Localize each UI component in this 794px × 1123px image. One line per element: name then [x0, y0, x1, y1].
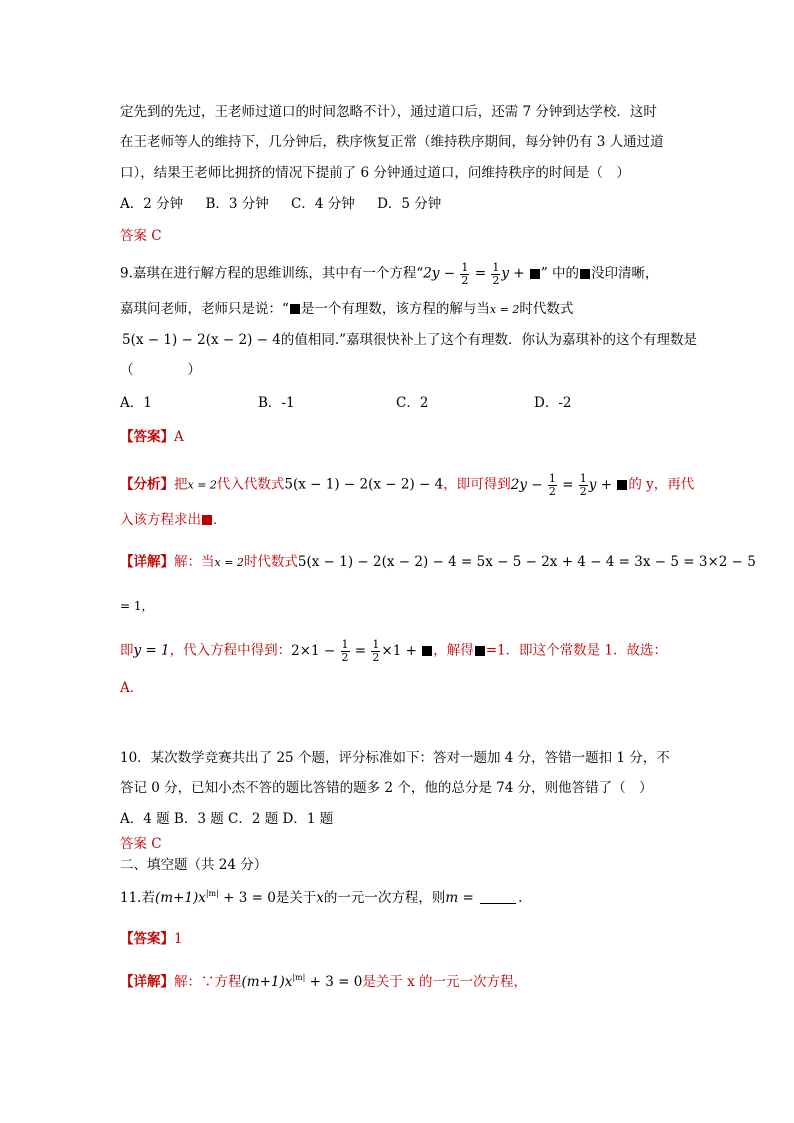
q10-line-2: 答记 0 分，已知小杰不答的题比答错的题多 2 个，他的总分是 74 分，则他答错了（ ）: [120, 780, 653, 796]
q8-option-b: B．3 分钟: [205, 196, 269, 212]
black-square-icon: [422, 646, 432, 656]
section-heading: 二、填空题（共 24 分）: [120, 857, 268, 873]
q9-line-2: 嘉琪问老师，老师只是说：“ 是一个有理数，该方程的解与当x = 2时代数式: [120, 301, 574, 317]
black-square-icon: [617, 480, 627, 490]
q8-option-d: D．5 分钟: [377, 196, 442, 212]
red-square-icon: [202, 515, 212, 525]
q10-line-1: 10．某次数学竞赛共出了 25 个题，评分标准如下：答对一题加 4 分，答错一题扣 1 分，不: [120, 750, 670, 766]
q10-options: A．4 题 B．3 题 C．2 题 D．1 题: [120, 811, 334, 827]
q9-analysis-line-2: 入该方程求出 ．: [120, 512, 227, 528]
fraction-half: $\frac{1}{2}$: [341, 638, 349, 664]
fraction-half: $\frac{1}{2}$: [579, 472, 587, 498]
q9-detail-line-4: A．: [120, 680, 144, 696]
q10-answer: 答案 C: [120, 836, 162, 852]
q8-option-a: A．2 分钟: [120, 196, 184, 212]
fraction-half: $\frac{1}{2}$: [548, 472, 556, 498]
black-square-icon: [580, 269, 590, 279]
q9-detail-line-1: 【详解】解：当x = 2时代数式5(x − 1) − 2(x − 2) − 4 = 5x − 5 − 2x + 4 − 4 = 3x − 5 = 3×2 − 5: [120, 554, 756, 570]
black-square-icon: [290, 304, 300, 314]
q11-answer: 【答案】1: [120, 931, 183, 947]
q9-option-d: D．-2: [534, 395, 572, 411]
black-square-icon: [475, 646, 485, 656]
fraction-half: $\frac{1}{2}$: [461, 261, 469, 287]
q9-option-b: B．-1: [258, 395, 295, 411]
q8-options: [120, 198, 441, 212]
q11-detail: 【详解】解：∵方程$(m+1)x^{|m|} + 3 = 0$是关于 x 的一元一次方程，: [120, 973, 528, 990]
q8-line-2: 在王老师等人的维持下，几分钟后，秩序恢复正常（维持秩序期间，每分钟仍有 3 人通过道: [120, 134, 664, 150]
q8-line-1: 定先到的先过，王老师过道口的时间忽略不计），通过道口后，还需 7 分钟到达学校．这时: [120, 104, 657, 120]
q9-option-a: A．1: [120, 395, 152, 411]
q8-option-c: C．4 分钟: [291, 196, 355, 212]
black-square-icon: [530, 269, 540, 279]
q9-detail-line-3: 即y = 1，代入方程中得到：2×1 − $\frac{1}{2}$ = $\frac{1}{2}$ ×1 + ，解得 =1．即这个常数是 1．故选：: [120, 638, 667, 664]
q9-line-3: 5(x − 1) − 2(x − 2) − 4的值相同.”嘉琪很快补上了这个有理数．你认为嘉琪补的这个有理数是: [122, 332, 698, 348]
q9-answer: 【答案】A: [120, 429, 184, 445]
fraction-half: $\frac{1}{2}$: [372, 638, 380, 664]
q11-line-1: 11.若$(m+1)x^{|m|} + 3 = 0$是关于x的一元一次方程，则m = .: [120, 889, 523, 906]
fraction-half: $\frac{1}{2}$: [492, 261, 500, 287]
q8-line-3: 口），结果王老师比拥挤的情况下提前了 6 分钟通过道口，问维持秩序的时间是（ ）: [120, 165, 630, 181]
q8-answer: 答案 C: [120, 228, 162, 244]
q9-paren: （ ）: [120, 362, 201, 378]
q9-line-1: 9.嘉琪在进行解方程的思维训练，其中有一个方程“2y − $\frac{1}{2}$ = $\frac{1}{2}$ y + ” 中的 没印清晰，: [120, 261, 659, 287]
answer-blank: [480, 891, 516, 904]
q9-detail-line-2: = 1，: [120, 599, 154, 613]
q9-option-c: C．2: [396, 395, 429, 411]
q9-analysis-line-1: 【分析】把x = 2代入代数式5(x − 1) − 2(x − 2) − 4，即可得到2y − $\frac{1}{2}$ = $\frac{1}{2}$ y + 的 y，再代: [120, 472, 695, 498]
